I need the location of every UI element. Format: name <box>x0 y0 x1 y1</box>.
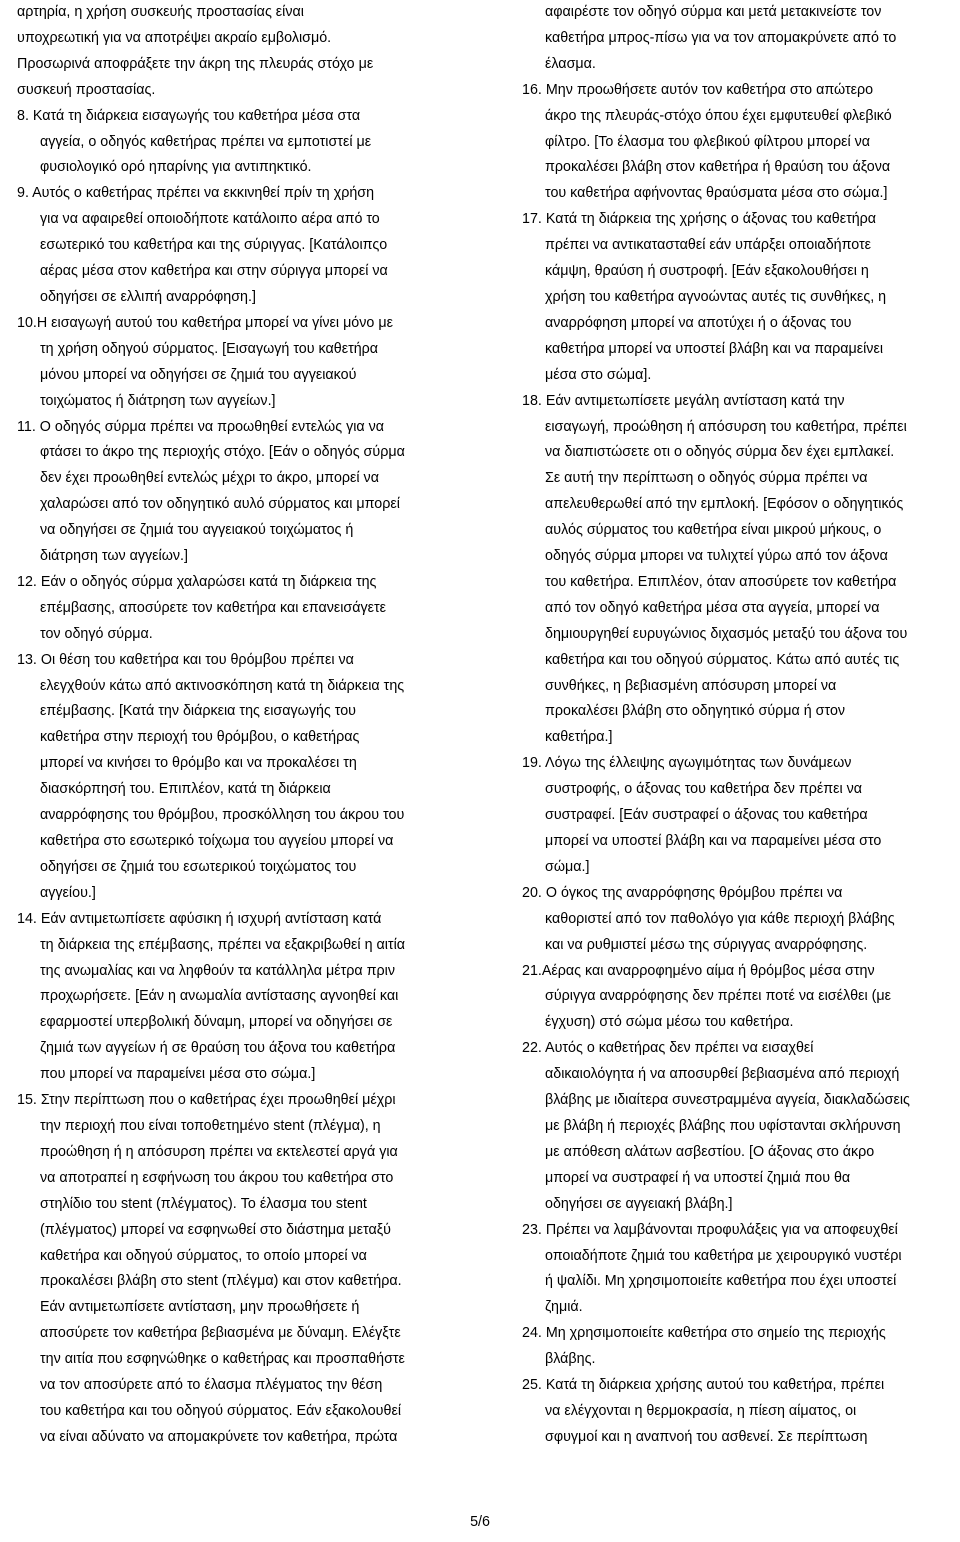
text-line: καθετήρα στην περιοχή του θρόμβου, ο καθετήρας <box>40 729 360 746</box>
text-line: 24. Μη χρησιμοποιείτε καθετήρα στο σημείο της περιοχής <box>522 1325 886 1342</box>
text-line: καθετήρα στο εσωτερικό τοίχωμα του αγγείου μπορεί να <box>40 833 394 849</box>
text-line: στηλίδιο του stent (πλέγματος). Το έλασμα του stent <box>40 1195 367 1212</box>
text-line: Εάν αντιμετωπίσετε αντίσταση, μην προωθήσετε ή <box>40 1299 360 1316</box>
text-line: με απόθεση αλάτων ασβεστίου. [Ο άξονας στο άκρο <box>545 1143 875 1160</box>
text-line: επέμβασης, αποσύρετε τον καθετήρα και επανεισάγετε <box>40 599 387 616</box>
paragraph <box>522 1373 960 1451</box>
text-line: με βλάβη ή περιοχές βλάβης που υφίστανται σκλήρυνση <box>545 1117 901 1134</box>
text-line: ζημιά των αγγείων ή σε θραύση του άξονα του καθετήρα <box>40 1040 396 1057</box>
text-line: δημιουργηθεί ευρυγώνιος διχασμός μεταξύ του άξονα του <box>545 625 908 642</box>
text-line: άκρο της πλευράς-στόχο όπου έχει εμφυτευθεί φλεβικό <box>545 107 892 124</box>
text-line: απελευθερωθεί από την εμπλοκή. [Εφόσον ο οδηγητικός <box>545 496 904 513</box>
text-line: οδηγός σύρμα μπορει να τυλιχτεί γύρω από τον άξονα <box>545 548 888 565</box>
text-line: τη χρήση οδηγού σύρματος. [Εισαγωγή του καθετήρα <box>40 340 379 357</box>
text-line: ή ψαλίδι. Μη χρησιμοποιείτε καθετήρα που έχει υποστεί <box>545 1273 897 1290</box>
text-line: οδηγήσει σε αγγειακή βλάβη.] <box>545 1195 733 1212</box>
text-line: 21.Αέρας και αναρροφημένο αίμα ή θρόμβος μέσα στην <box>522 962 875 979</box>
paragraph <box>522 78 960 208</box>
text-line: του καθετήρα αφήνοντας θραύσματα μέσα στο σώμα.] <box>545 185 888 202</box>
text-line: αδικαιολόγητα ή να αποσυρθεί βεβιασμένα από περιοχή <box>545 1066 900 1083</box>
text-line: βλάβης με ιδιαίτερα συνεστραμμένα αγγεία, διακλαδώσεις <box>545 1092 910 1109</box>
text-line: φυσιολογικό ορό ηπαρίνης για αντιπηκτικό. <box>40 159 312 176</box>
text-line: 23. Πρέπει να λαμβάνονται προφυλάξεις για να αποφευχθεί <box>522 1221 898 1238</box>
text-line: καθετήρα.] <box>545 729 613 746</box>
text-line: εσωτερικό του καθετήρα και της σύριγγας. [Κατάλοιπςο <box>40 237 388 254</box>
text-line: μέσα στο σώμα]. <box>545 366 652 383</box>
text-line: αναρρόφησης του θρόμβου, προσκόλληση του άκρου του <box>40 807 405 824</box>
paragraph <box>17 648 449 907</box>
text-line: οποιαδήποτε ζημιά του καθετήρα με χειρουργικό νυστέρι <box>545 1247 902 1264</box>
text-line: να διαπιστώσετε οτι ο οδηγός σύρμα δεν έχει εμπλακεί. <box>545 444 895 461</box>
paragraph <box>522 207 960 388</box>
text-line: 17. Κατά τη διάρκεια της χρήσης ο άξονας του καθετήρα <box>522 211 877 228</box>
text-line: βλάβης. <box>545 1351 596 1368</box>
text-line: του καθετήρα. Επιπλέον, όταν αποσύρετε τον καθετήρα <box>545 573 897 590</box>
text-line: για να αφαιρεθεί οποιοδήποτε κατάλοιπο αέρα από το <box>40 211 380 228</box>
text-line: 11. Ο οδηγός σύρμα πρέπει να προωθηθεί εντελώς για να <box>17 418 385 435</box>
text-line: να ελέγχονται η θερμοκρασία, η πίεση αίματος, οι <box>545 1402 857 1419</box>
text-line: αγγεία, ο οδηγός καθετήρας πρέπει να εμποτιστεί με <box>40 133 372 150</box>
text-line: προχωρήσετε. [Εάν η ανωμαλία αντίστασης αγνοηθεί και <box>40 988 399 1005</box>
text-line: 25. Κατά τη διάρκεια χρήσης αυτού του καθετήρα, πρέπει <box>522 1377 885 1394</box>
paragraph <box>522 0 960 78</box>
text-line: προκαλέσει βλάβη στον καθετήρα ή θραύση του άξονα <box>545 159 891 176</box>
text-line: κάμψη, θραύση ή συστροφή. [Εάν εξακολουθήσει η <box>545 263 869 280</box>
text-line: μπορεί να συστραφεί ή να υποστεί ζημιά που θα <box>545 1169 851 1186</box>
text-line: έλασμα. <box>545 55 596 72</box>
paragraph <box>17 181 449 311</box>
text-line: να τον αποσύρετε από το έλασμα πλέγματος την θέση <box>40 1377 383 1394</box>
text-line: 9. Αυτός ο καθετήρας πρέπει να εκκινηθεί πρίν τη χρήση <box>17 185 375 202</box>
paragraph <box>522 1321 960 1373</box>
text-line: υποχρεωτική για να αποτρέψει ακραίο εμβολισμό. <box>17 29 332 46</box>
paragraph <box>522 1218 960 1322</box>
paragraph <box>17 907 449 1088</box>
text-line: φτάσει το άκρο της περιοχής στόχο. [Εάν ο οδηγός σύρμα <box>40 444 405 461</box>
text-line: χαλαρώσει από τον οδηγητικό αυλό σύρματος και μπορεί <box>40 496 400 513</box>
text-line: 13. Οι θέση του καθετήρα και του θρόμβου πρέπει να <box>17 651 354 668</box>
text-line: 12. Εάν ο οδηγός σύρμα χαλαρώσει κατά τη διάρκεια της <box>17 573 377 590</box>
text-line: συστραφεί. [Εάν συστραφεί ο άξονας του καθετήρα <box>545 807 868 824</box>
text-line: μπορεί να κινήσει το θρόμβο και να προκαλέσει τη <box>40 755 357 772</box>
paragraph <box>522 959 960 1037</box>
text-line: αποσύρετε τον καθετήρα βεβιασμένα με δύναμη. Ελέγξτε <box>40 1325 401 1342</box>
paragraph <box>17 570 449 648</box>
text-line: οδηγήσει σε ελλιπή αναρρόφηση.] <box>40 288 256 305</box>
text-line: την αιτία που εσφηνώθηκε ο καθετήρας και προσπαθήστε <box>40 1351 405 1368</box>
text-line: καθοριστεί από τον παθολόγο για κάθε περιοχή βλάβης <box>545 910 895 927</box>
text-line: 18. Εάν αντιμετωπίσετε μεγάλη αντίσταση κατά την <box>522 392 845 409</box>
text-line: από τον οδηγό καθετήρα μέσα στα αγγεία, μπορεί να <box>545 599 880 616</box>
text-line: την περιοχή που είναι τοποθετημένο stent (πλέγμα), η <box>40 1117 381 1134</box>
text-line: συστροφής, ο άξονας του καθετήρα δεν πρέπει να <box>545 781 863 798</box>
text-line: φίλτρο. [Το έλασμα του φλεβικού φίλτρου μπορεί να <box>545 133 871 150</box>
text-line: και να ρυθμιστεί μέσω της σύριγγας αναρρόφησης. <box>545 936 868 953</box>
text-line: έγχυση) στό σώμα μέσω του καθετήρα. <box>545 1014 794 1031</box>
paragraph <box>17 1088 449 1451</box>
text-line: καθετήρα μπρος-πίσω για να τον απομακρύνετε από το <box>545 29 897 46</box>
text-line: τοιχώματος ή διάτρηση των αγγείων.] <box>40 392 276 409</box>
paragraph <box>522 1036 960 1217</box>
paragraph <box>17 104 449 182</box>
text-line: οδηγήσει σε ζημιά του εσωτερικού τοιχώματος του <box>40 858 357 875</box>
text-line: να αποτραπεί η εσφήνωση του άκρου του καθετήρα στο <box>40 1169 394 1186</box>
text-line: δεν έχει προωθηθεί εντελώς μέχρι το άκρο, μπορεί να <box>40 470 379 487</box>
text-line: Προσωρινά αποφράξετε την άκρη της πλευράς στόχο με <box>17 55 374 72</box>
right-column <box>522 0 960 1451</box>
paragraph <box>17 311 449 415</box>
text-line: τη διάρκεια της επέμβασης, πρέπει να εξακριβωθεί η αιτία <box>40 936 406 953</box>
text-line: αφαιρέστε τον οδηγό σύρμα και μετά μετακινείστε τον <box>545 4 882 20</box>
text-line: καθετήρα και του οδηγού σύρματος. Κάτω από αυτές τις <box>545 651 900 668</box>
text-line: σώμα.] <box>545 858 590 875</box>
paragraph <box>17 415 449 570</box>
text-line: αυλός σύρματος του καθετήρα είναι μικρού μήκους, ο <box>545 522 882 539</box>
text-line: 10.Η εισαγωγή αυτού του καθετήρα μπορεί να γίνει μόνο με <box>17 314 393 331</box>
text-line: μόνου μπορεί να οδηγήσει σε ζημιά του αγγειακού <box>40 366 357 383</box>
text-line: να είναι αδύνατο να απομακρύνετε τον καθετήρα, πρώτα <box>40 1428 398 1445</box>
text-line: καθετήρα μπορεί να υποστεί βλάβη και να παραμείνει <box>545 340 884 357</box>
text-line: προκαλέσει βλάβη στο οδηγητικό σύρμα ή στον <box>545 703 846 720</box>
text-line: 15. Στην περίπτωση που ο καθετήρας έχει προωθηθεί μέχρι <box>17 1092 396 1109</box>
text-line: της ανωμαλίας και να ληφθούν τα κατάλληλα μέτρα πριν <box>40 962 395 979</box>
text-line: που μπορεί να παραμείνει μέσα στο σώμα.] <box>40 1066 316 1083</box>
text-line: εφαρμοστεί υπερβολική δύναμη, μπορεί να οδηγήσει σε <box>40 1014 393 1031</box>
text-line: καθετήρα και οδηγού σύρματος, το οποίο μπορεί να <box>40 1247 367 1264</box>
text-line: προώθηση ή η απόσυρση πρέπει να εκτελεστεί αργά για <box>40 1143 398 1160</box>
text-line: διάτρηση των αγγείων.] <box>40 548 188 565</box>
paragraph <box>17 0 449 104</box>
text-line: 22. Αυτός ο καθετήρας δεν πρέπει να εισαχθεί <box>522 1040 814 1057</box>
text-line: μπορεί να υποστεί βλάβη και να παραμείνει μέσα στο <box>545 833 882 849</box>
text-line: αγγείου.] <box>40 884 96 901</box>
text-line: ζημιά. <box>545 1299 583 1316</box>
text-line: τον οδηγό σύρμα. <box>40 625 153 642</box>
text-line: πρέπει να αντικατασταθεί εάν υπάρξει οποιαδήποτε <box>545 237 872 254</box>
text-line: διασκόρπησή του. Επιπλέον, κατά τη διάρκεια <box>40 781 331 798</box>
text-line: Σε αυτή την περίπτωση ο οδηγός σύρμα πρέπει να <box>545 470 868 487</box>
text-line: προκαλέσει βλάβη στο stent (πλέγμα) και στον καθετήρα. <box>40 1273 402 1290</box>
text-line: αναρρόφηση μπορεί να αποτύχει ή ο άξονας του <box>545 314 852 331</box>
text-line: 20. Ο όγκος της αναρρόφησης θρόμβου πρέπει να <box>522 884 843 901</box>
page-number: 5/6 <box>470 1514 490 1530</box>
text-line: συνθήκες, η βεβιασμένη απόσυρση μπορεί να <box>545 677 837 694</box>
paragraph <box>522 389 960 752</box>
text-line: χρήση του καθετήρα αγνοώντας αυτές τις συνθήκες, η <box>545 288 887 305</box>
text-line: αρτηρία, η χρήση συσκευής προστασίας είναι <box>17 4 304 20</box>
text-line: 8. Κατά τη διάρκεια εισαγωγής του καθετήρα μέσα στα <box>17 107 361 124</box>
text-line: (πλέγματος) μπορεί να εσφηνωθεί στο διάστημα μεταξύ <box>40 1221 391 1238</box>
text-line: του καθετήρα και του οδηγού σύρματος. Εάν εξακολουθεί <box>40 1402 401 1419</box>
text-line: σύριγγα αναρρόφησης δεν πρέπει ποτέ να εισέλθει (με <box>545 988 891 1005</box>
text-line: ελεγχθούν κάτω από ακτινοσκόπηση κατά τη διάρκεια της <box>40 677 405 694</box>
text-line: σφυγμοί και η αναπνοή του ασθενεί. Σε περίπτωση <box>545 1428 868 1445</box>
text-line: συσκευή προστασίας. <box>17 81 156 98</box>
text-line: εισαγωγή, προώθηση ή απόσυρση του καθετήρα, πρέπει <box>545 418 907 435</box>
text-line: επέμβασης. [Κατά την διάρκεια της εισαγωγής του <box>40 703 357 720</box>
text-line: 19. Λόγω της έλλειψης αγωγιμότητας των δυνάμεων <box>522 755 852 772</box>
paragraph <box>522 751 960 881</box>
text-line: 16. Μην προωθήσετε αυτόν τον καθετήρα στο απώτερο <box>522 81 874 98</box>
text-line: αέρας μέσα στον καθετήρα και στην σύριγγα μπορεί να <box>40 263 388 280</box>
text-line: να οδηγήσει σε ζημιά του αγγειακού τοιχώματος ή <box>40 522 354 539</box>
text-line: 14. Εάν αντιμετωπίσετε αφύσικη ή ισχυρή αντίσταση κατά <box>17 910 382 927</box>
paragraph <box>522 881 960 959</box>
left-column <box>17 0 449 1451</box>
